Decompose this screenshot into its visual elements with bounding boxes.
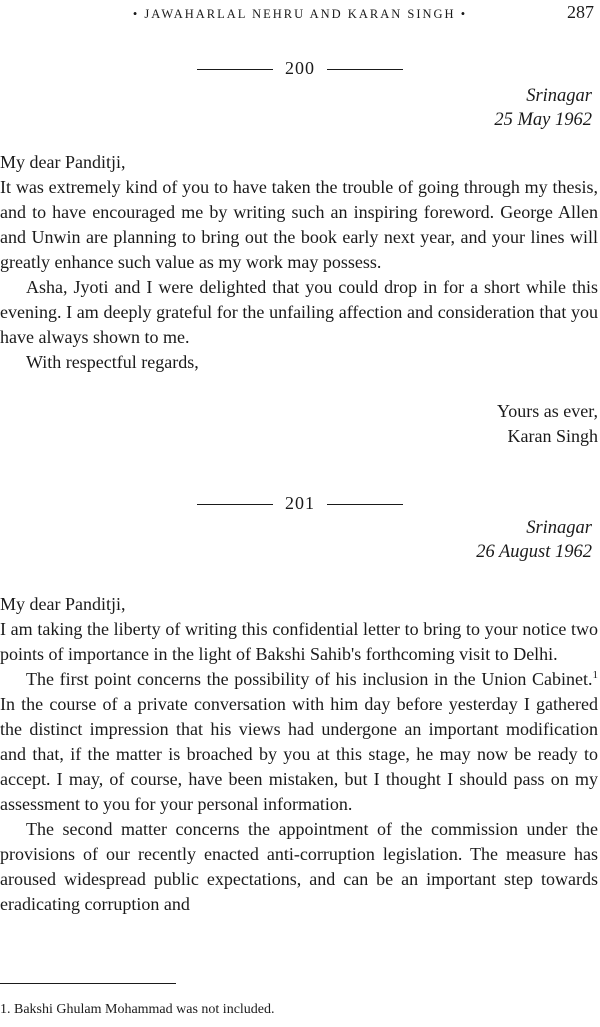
running-head-title: • JAWAHARLAL NEHRU AND KARAN SINGH •: [132, 7, 468, 21]
letter-number-heading: [0, 493, 600, 514]
letter-body: [0, 592, 598, 917]
running-head: [0, 2, 600, 24]
paragraph: With respectful regards,: [26, 352, 199, 372]
paragraph: It was extremely kind of you to have taken the trouble of going through my thesis, and to have encouraged me by writing such an inspiring foreword. George Allen and Unwin are planning to bring out the book early next year, and your lines will greatly enhance such value as my work may possess.: [0, 177, 598, 272]
letter-closing: [497, 399, 598, 449]
paragraph-text: The first point concerns the possibility of his inclusion in the Union Cabinet.: [26, 669, 593, 689]
letter-number: 200: [285, 58, 315, 78]
letter-number-heading: [0, 58, 600, 79]
heading-rule-left: [197, 504, 273, 505]
place-date: [494, 84, 592, 132]
salutation: My dear Panditji,: [0, 152, 126, 172]
paragraph: Asha, Jyoti and I were delighted that you could drop in for a short while this evening. I am deeply grateful for the unfailing affection and consideration that you have always shown to me.: [0, 277, 598, 347]
letter-place: Srinagar: [526, 518, 592, 538]
place-date: [476, 516, 592, 564]
complimentary-close: Yours as ever,: [497, 401, 598, 421]
footnote-marker: 1: [592, 669, 598, 681]
paragraph: [0, 667, 598, 817]
heading-rule-left: [197, 69, 273, 70]
footnote-rule: [0, 983, 176, 984]
footnote: 1. Bakshi Ghulam Mohammad was not included.: [0, 1002, 275, 1017]
paragraph: I am taking the liberty of writing this confidential letter to bring to your notice two points of importance in the light of Bakshi Sahib's forthcoming visit to Delhi.: [0, 619, 598, 664]
letter-number: 201: [285, 493, 315, 513]
signature: Karan Singh: [507, 426, 598, 446]
letter-body: [0, 150, 598, 375]
salutation: My dear Panditji,: [0, 594, 126, 614]
paragraph: The second matter concerns the appointment of the commission under the provisions of our recently enacted anti-corruption legislation. The measure has aroused widespread public expectations, and can be an important step towards eradicating corruption and: [0, 819, 598, 914]
page-number: 287: [567, 2, 594, 22]
letter-place: Srinagar: [526, 86, 592, 106]
heading-rule-right: [327, 69, 403, 70]
letter-date: 25 May 1962: [494, 110, 592, 130]
heading-rule-right: [327, 504, 403, 505]
paragraph-text: In the course of a private conversation with him day before yesterday I gathered the distinct impression that his views had undergone an important modification and that, if the matter is broached by you at this stage, he may now be ready to accept. I may, of course, have been mistaken, but I thought I should pass on my assessment to you for your personal information.: [0, 694, 598, 814]
letter-date: 26 August 1962: [476, 542, 592, 562]
